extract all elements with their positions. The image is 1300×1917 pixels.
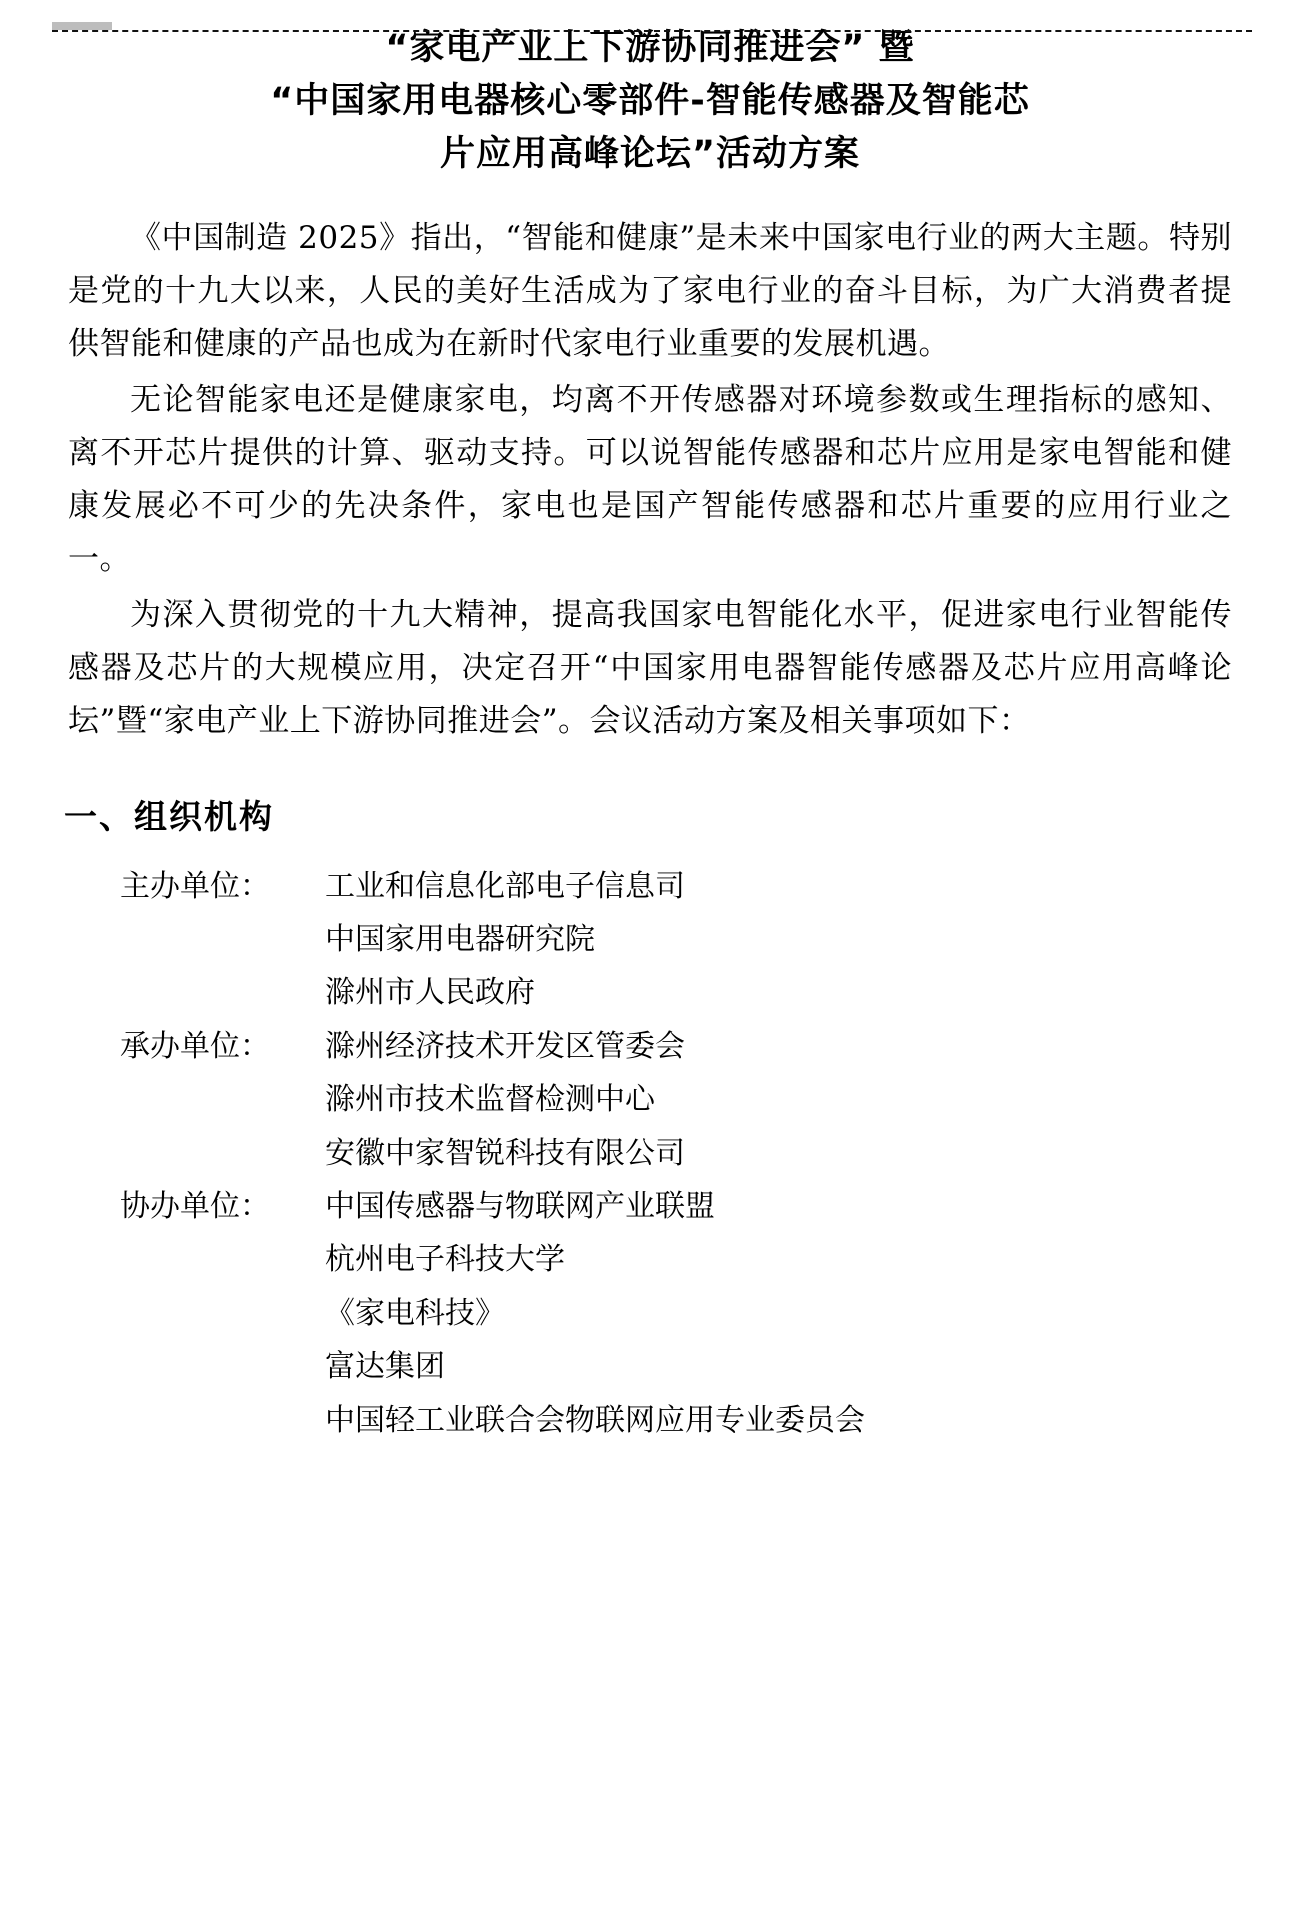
- section-heading-organization: 一、组织机构: [64, 796, 274, 836]
- organization-value: 工业和信息化部电子信息司: [325, 868, 685, 904]
- organization-value: 中国传感器与物联网产业联盟: [325, 1189, 715, 1225]
- organization-values: [325, 1020, 1240, 1180]
- dashed-cut-line: [52, 30, 1252, 32]
- document-title: [60, 22, 1240, 182]
- organization-row: [120, 1180, 1240, 1447]
- document-page: [0, 22, 1300, 1917]
- organization-value: 滁州经济技术开发区管委会: [325, 1028, 685, 1064]
- organization-list: [60, 860, 1240, 1447]
- organization-value: 滁州市人民政府: [325, 975, 535, 1011]
- title-line-3: 片应用高峰论坛”活动方案: [439, 134, 860, 175]
- organization-label: 主办单位：: [120, 868, 270, 904]
- page-corner-mark: [52, 22, 112, 30]
- document-body: [60, 212, 1240, 749]
- organization-value: 安徽中家智锐科技有限公司: [325, 1135, 685, 1171]
- organization-value: 中国家用电器研究院: [325, 922, 595, 958]
- paragraph-1: 《中国制造 2025》指出，“智能和健康”是未来中国家电行业的两大主题。特别是党的十九大以来，人民的美好生活成为了家电行业的奋斗目标，为广大消费者提供智能和健康的产品也成为在新时代家电行业重要的发展机遇。: [68, 219, 1232, 363]
- organization-value: 中国轻工业联合会物联网应用专业委员会: [325, 1402, 865, 1438]
- organization-value: 滁州市技术监督检测中心: [325, 1082, 655, 1118]
- organization-value: 《家电科技》: [325, 1295, 505, 1331]
- organization-row: [120, 1020, 1240, 1180]
- title-line-1: “家电产业上下游协同推进会” 暨: [385, 28, 915, 68]
- paragraph-2: 无论智能家电还是健康家电，均离不开传感器对环境参数或生理指标的感知、离不开芯片提供的计算、驱动支持。可以说智能传感器和芯片应用是家电智能和健康发展必不可少的先决条件，家电也是国产智能传感器和芯片重要的应用行业之一。: [68, 381, 1232, 578]
- organization-row: [120, 860, 1240, 1020]
- organization-value: 富达集团: [325, 1349, 445, 1385]
- paragraph-3: 为深入贯彻党的十九大精神，提高我国家电智能化水平，促进家电行业智能传感器及芯片的大规模应用，决定召开“中国家用电器智能传感器及芯片应用高峰论坛”暨“家电产业上下游协同推进会”。会议活动方案及相关事项如下：: [68, 596, 1232, 740]
- organization-label: 协办单位：: [120, 1189, 270, 1225]
- organization-values: [325, 1180, 1240, 1447]
- organization-label: 承办单位：: [120, 1028, 270, 1064]
- title-line-2: “中国家用电器核心零部件-智能传感器及智能芯: [270, 81, 1030, 122]
- organization-value: 杭州电子科技大学: [325, 1242, 565, 1278]
- organization-values: [325, 860, 1240, 1020]
